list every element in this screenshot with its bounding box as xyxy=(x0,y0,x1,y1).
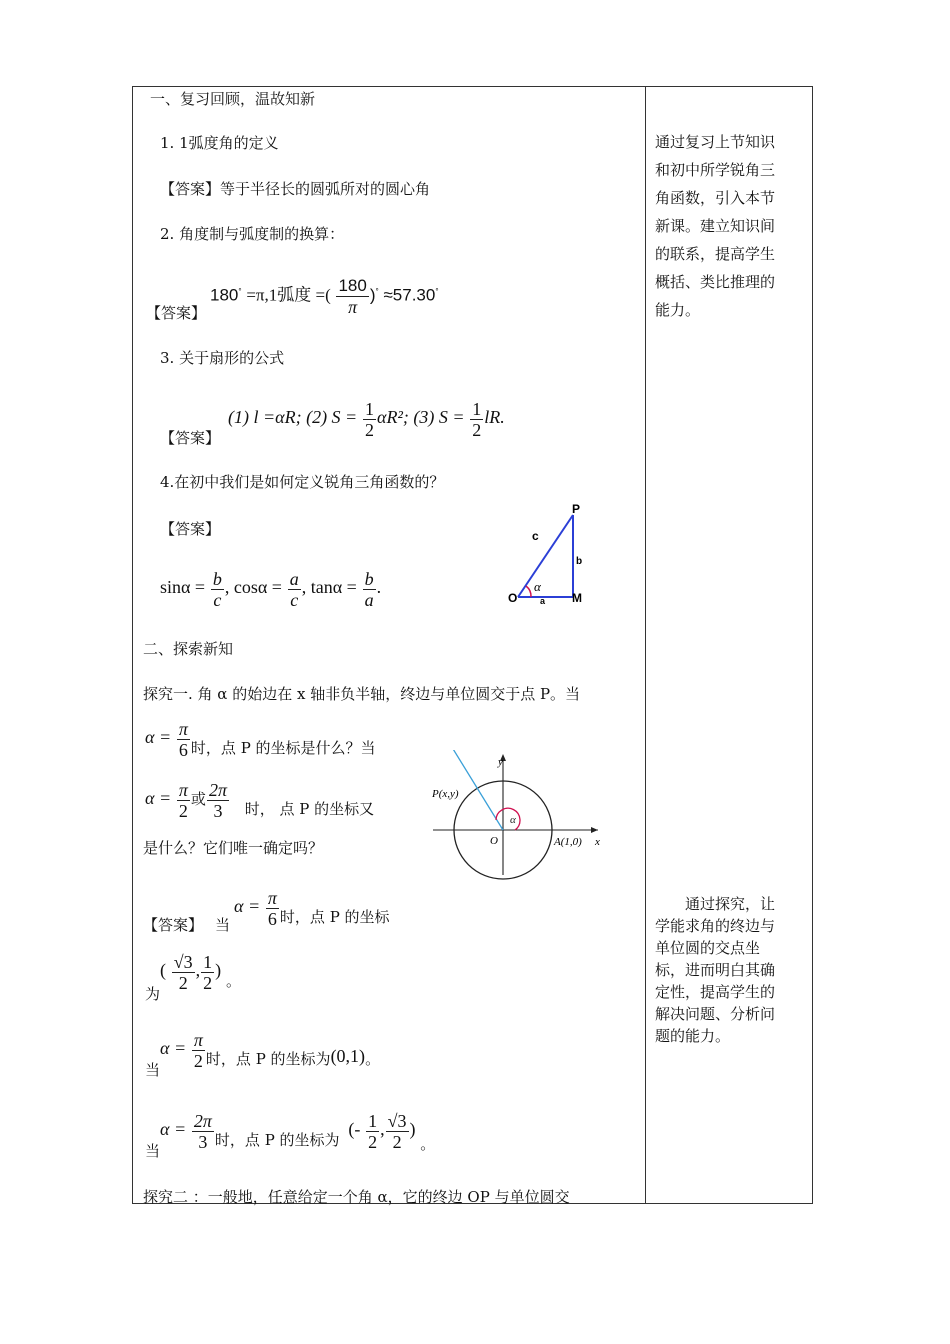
angle-arc xyxy=(496,808,520,830)
period: . xyxy=(376,577,382,597)
explore1-line3 xyxy=(145,776,374,831)
fraction-b-c xyxy=(211,569,224,610)
label-y: y xyxy=(498,756,503,768)
answer-label: 【答案】 xyxy=(146,304,207,322)
label-P: P(x,y) xyxy=(432,788,459,800)
frac-num: √3 xyxy=(387,1110,407,1131)
frac-den: c xyxy=(290,589,299,610)
ans-alpha-pi2 xyxy=(160,1026,380,1081)
fraction-sqrt3-2 xyxy=(172,952,195,993)
frac-den: 3 xyxy=(198,1131,208,1152)
or-text: 或 xyxy=(190,790,206,808)
label-b: b xyxy=(576,556,583,567)
frac-den: c xyxy=(213,589,222,610)
frac-den: 2 xyxy=(203,972,213,993)
answer-2-formula: 180° =π,1弧度 =( $\frac{180}{\pi}$ )° ≈57.30° xyxy=(210,275,439,317)
answer-label: 【答案】 xyxy=(160,429,221,447)
fraction-b-a xyxy=(363,569,376,610)
explore1-line1: 探究一. 角 α 的始边在 x 轴非负半轴，终边与单位圆交于点 P。当 xyxy=(143,685,581,703)
side-note-2-line: 定性，提高学生的 xyxy=(655,983,776,1001)
question-4: 4.在初中我们是如何定义锐角三角函数的？ xyxy=(160,473,445,491)
fraction-2pi-3 xyxy=(207,780,229,821)
comma: , xyxy=(195,960,201,980)
alpha-eq: α = xyxy=(160,1038,187,1058)
x-axis-arrow xyxy=(591,827,598,833)
paren-close: ) xyxy=(215,960,222,980)
fraction-pi-6 xyxy=(266,888,279,929)
wei-text: 为 xyxy=(145,985,161,1003)
fraction-180-pi xyxy=(336,276,368,317)
paren-open: ( xyxy=(160,960,166,980)
fraction-a-c xyxy=(288,569,301,610)
coord-1 xyxy=(160,948,241,1003)
frac-num: π xyxy=(267,887,277,908)
frac-den: 2 xyxy=(193,1050,203,1071)
side-note-1-line: 通过复习上节知识 xyxy=(655,133,776,151)
frac-num: 1 xyxy=(365,398,374,419)
column-divider xyxy=(645,87,646,1203)
answer-3-formula xyxy=(228,395,505,440)
ans-alpha-2pi3 xyxy=(160,1107,435,1166)
alpha-eq: α = xyxy=(234,896,261,916)
label-A: A(1,0) xyxy=(554,836,582,848)
alpha-eq: α = xyxy=(160,1119,187,1139)
question-2: 2. 角度制与弧度制的换算： xyxy=(160,225,345,243)
alpha-eq: α = xyxy=(145,727,172,747)
alpha-eq: α = xyxy=(145,788,172,808)
degree-sign: ° xyxy=(238,287,242,296)
frac-num: π xyxy=(178,718,188,739)
label-alpha: α xyxy=(534,579,541,594)
frac-den: 2 xyxy=(368,1131,378,1152)
fraction-1-2 xyxy=(366,1111,379,1152)
side-note-1-line: 能力。 xyxy=(655,301,701,319)
frac-den: 2 xyxy=(472,419,482,440)
frac-den: 3 xyxy=(213,800,223,821)
answer-label: 【答案】 xyxy=(160,520,221,538)
formula-part2: αR²; (3) S = xyxy=(377,407,465,427)
formula-approx: ≈57.30 xyxy=(383,285,436,305)
fraction-pi-2 xyxy=(192,1030,205,1071)
fraction-pi-2 xyxy=(177,780,190,821)
frac-den: 2 xyxy=(392,1131,402,1152)
side-note-1-line: 角函数，引入本节 xyxy=(655,189,776,207)
side-note-1-line: 的联系，提高学生 xyxy=(655,245,776,263)
section1-heading: 一、复习回顾，温故知新 xyxy=(150,90,316,108)
side-note-2-line: 学能求角的终边与 xyxy=(655,917,776,935)
coord-0-1: (0,1) xyxy=(330,1046,366,1066)
side-note-2-line: 单位圆的交点坐 xyxy=(655,939,761,957)
formula-part1: (1) l =αR; (2) S = xyxy=(228,407,358,427)
explore1-text3: 时， 点 P 的坐标又 xyxy=(244,800,375,818)
ans-when2: 当 xyxy=(145,1061,161,1079)
explore1-line4: 是什么？它们唯一确定吗？ xyxy=(143,839,324,857)
period: 。 xyxy=(225,972,241,990)
answer-4-formula xyxy=(160,565,381,610)
label-P: P xyxy=(572,502,581,516)
angle-arc xyxy=(526,586,531,597)
cos-label: , cosα = xyxy=(224,577,282,597)
side-note-2-line: 标，进而明白其确 xyxy=(655,961,776,979)
ans-when: 当 xyxy=(215,916,231,934)
label-c: c xyxy=(532,529,539,543)
frac-num: a xyxy=(289,568,299,589)
side-note-1 xyxy=(655,128,795,324)
comma: , xyxy=(380,1119,385,1139)
sin-label: sinα = xyxy=(160,577,206,597)
ans-alpha-pi6 xyxy=(234,884,390,939)
frac-num: √3 xyxy=(173,951,193,972)
label-a: a xyxy=(540,596,546,606)
answer-1-text: 等于半径长的圆弧所对的圆心角 xyxy=(220,180,431,198)
frac-num: 2π xyxy=(193,1110,212,1131)
frac-num: π xyxy=(193,1029,203,1050)
minus-paren: (- xyxy=(348,1119,361,1139)
side-note-1-line: 新课。建立知识间 xyxy=(655,217,776,235)
frac-num: 1 xyxy=(472,398,482,419)
label-O: O xyxy=(508,591,518,605)
ans-coord-text: 时，点 P 的坐标 xyxy=(279,908,390,926)
question-3: 3. 关于扇形的公式 xyxy=(160,349,285,367)
formula-part3: lR. xyxy=(484,407,505,427)
label-M: M xyxy=(572,591,582,605)
ans-coord-text3: 时，点 P 的坐标为 xyxy=(214,1131,340,1149)
frac-den: 2 xyxy=(178,800,188,821)
fraction-sqrt3-2 xyxy=(386,1111,409,1152)
answer-label: 【答案】 xyxy=(160,180,221,198)
formula-180: 180 xyxy=(210,285,239,305)
frac-num: 180 xyxy=(338,275,367,295)
frac-den: 6 xyxy=(178,739,188,760)
fraction-2pi-3 xyxy=(192,1111,214,1152)
frac-den: 2 xyxy=(365,419,374,440)
answer-1 xyxy=(160,179,430,199)
degree-sign: ° xyxy=(435,287,439,296)
degree-sign: ° xyxy=(375,287,379,296)
label-x: x xyxy=(595,836,600,848)
explore1-line2 xyxy=(145,715,376,770)
frac-num: 1 xyxy=(368,1110,378,1131)
right-triangle-diagram xyxy=(500,500,600,610)
side-note-2-line: 题的能力。 xyxy=(655,1027,731,1045)
unit-circle-diagram xyxy=(428,750,608,880)
paren-close: ) xyxy=(409,1119,416,1139)
side-note-2 xyxy=(655,893,803,1047)
explore2-text: 探究二 ：一般地，任意给定一个角 α，它的终边 OP 与单位圆交 xyxy=(143,1188,570,1206)
fraction-half xyxy=(363,399,376,440)
tan-label: , tanα = xyxy=(301,577,357,597)
frac-den: π xyxy=(348,296,358,317)
frac-num: b xyxy=(364,568,374,589)
answer-label: 【答案】 xyxy=(143,916,204,934)
frac-den: a xyxy=(364,589,374,610)
frac-num: 1 xyxy=(203,951,213,972)
frac-num: b xyxy=(212,568,222,589)
question-1: 1. 1弧度角的定义 xyxy=(160,134,279,152)
period: 。 xyxy=(365,1050,381,1068)
explore1-text2: 时，点 P 的坐标是什么？当 xyxy=(190,739,376,757)
period: 。 xyxy=(420,1135,436,1153)
section2-heading: 二、探索新知 xyxy=(143,640,234,658)
label-alpha: α xyxy=(510,814,516,826)
side-note-1-line: 概括、类比推理的 xyxy=(655,273,776,291)
side-note-2-line: 通过探究，让 xyxy=(685,895,776,913)
formula-mid: =π,1弧度 =( xyxy=(246,285,331,305)
frac-num: π xyxy=(178,779,188,800)
fraction-1-2 xyxy=(201,952,214,993)
frac-den: 2 xyxy=(178,972,188,993)
side-note-2-line: 解决问题、分析问 xyxy=(655,1005,776,1023)
ans-coord-text2: 时，点 P 的坐标为 xyxy=(205,1050,331,1068)
hypotenuse xyxy=(518,515,573,597)
label-O: O xyxy=(490,835,498,847)
ans-when3: 当 xyxy=(145,1142,161,1160)
fraction-half xyxy=(470,399,483,440)
side-note-1-line: 和初中所学锐角三 xyxy=(655,161,776,179)
frac-den: 6 xyxy=(267,908,277,929)
fraction-pi-6 xyxy=(177,719,190,760)
frac-num: 2π xyxy=(208,779,227,800)
